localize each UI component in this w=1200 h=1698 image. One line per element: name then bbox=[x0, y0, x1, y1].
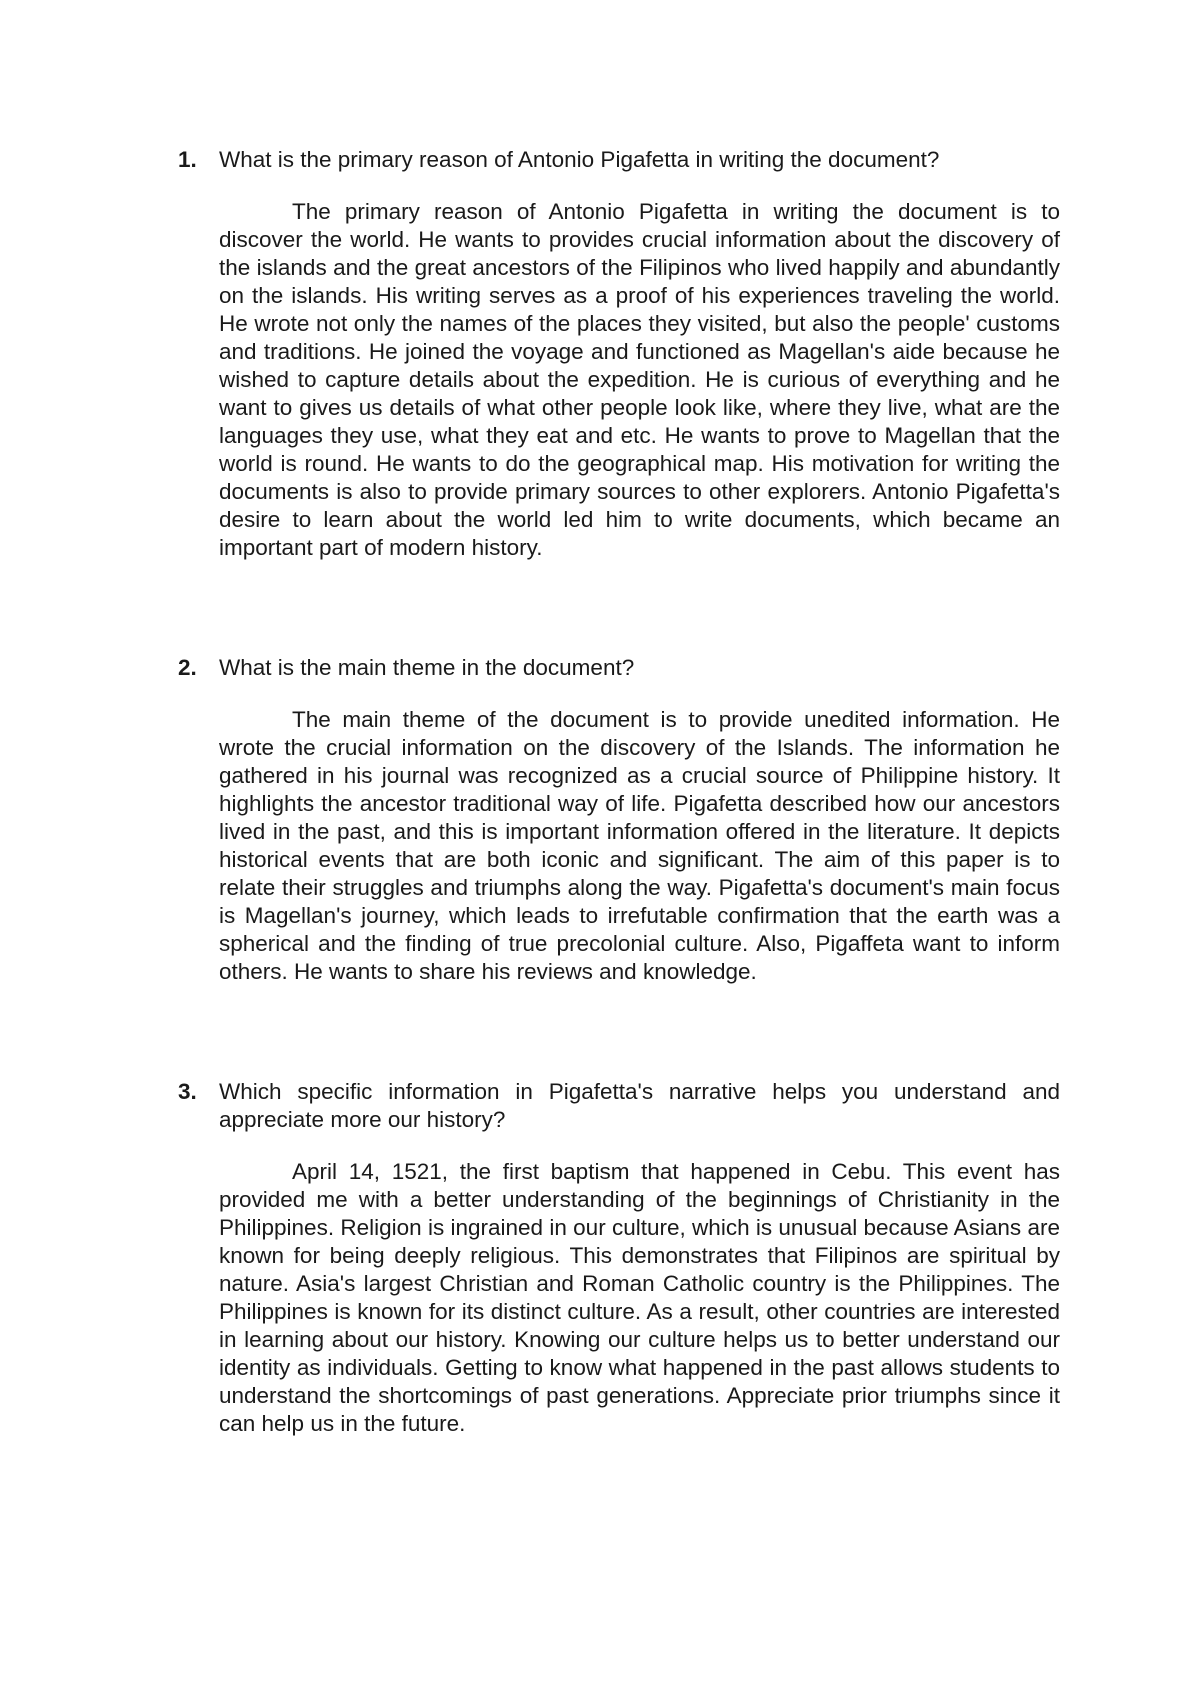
question-text-1: What is the primary reason of Antonio Pigafetta in writing the document? bbox=[219, 147, 940, 172]
question-item-3 bbox=[178, 1078, 1060, 1438]
question-text-3: Which specific information in Pigafetta's narrative helps you understand and appreciate more our history? bbox=[219, 1079, 1060, 1132]
answer-paragraph-2: The main theme of the document is to provide unedited information. He wrote the crucial information on the discovery of the Islands. The information he gathered in his journal was recognized as a crucial source of Philippine history. It highlights the ancestor traditional way of life. Pigafetta described how our ancestors lived in the past, and this is important information offered in the literature. It depicts historical events that are both iconic and significant. The aim of this paper is to relate their struggles and triumphs along the way. Pigafetta's document's main focus is Magellan's journey, which leads to irrefutable confirmation that the earth was a spherical and the finding of true precolonial culture. Also, Pigaffeta want to inform others. He wants to share his reviews and knowledge. bbox=[219, 707, 1060, 984]
question-2 bbox=[178, 654, 1060, 682]
answer-paragraph-3: April 14, 1521, the first baptism that happened in Cebu. This event has provided me with a better understanding of the beginnings of Christianity in the Philippines. Religion is ingrained in our culture, which is unusual because Asians are known for being deeply religious. This demonstrates that Filipinos are spiritual by nature. Asia's largest Christian and Roman Catholic country is the Philippines. The Philippines is known for its distinct culture. As a result, other countries are interested in learning about our history. Knowing our culture helps us to better understand our identity as individuals. Getting to know what happened in the past allows students to understand the shortcomings of past generations. Appreciate prior triumphs since it can help us in the future. bbox=[219, 1159, 1060, 1436]
question-item-1 bbox=[178, 146, 1060, 562]
answer-paragraph-1: The primary reason of Antonio Pigafetta in writing the document is to discover the world. He wants to provides crucial information about the discovery of the islands and the great ancestors of the Filipinos who lived happily and abundantly on the islands. His writing serves as a proof of his experiences traveling the world. He wrote not only the names of the places they visited, but also the people' customs and traditions. He joined the voyage and functioned as Magellan's aide because he wished to capture details about the expedition. He is curious of everything and he want to gives us details of what other people look like, where they live, what are the languages they use, what they eat and etc. He wants to prove to Magellan that the world is round. He wants to do the geographical map. His motivation for writing the documents is also to provide primary sources to other explorers. Antonio Pigafetta's desire to learn about the world led him to write documents, which became an important part of modern history. bbox=[219, 199, 1060, 560]
question-1 bbox=[178, 146, 1060, 174]
question-3 bbox=[178, 1078, 1060, 1134]
question-number-1: 1. bbox=[178, 147, 197, 172]
question-text-2: What is the main theme in the document? bbox=[219, 655, 635, 680]
question-item-2 bbox=[178, 654, 1060, 986]
question-number-2: 2. bbox=[178, 655, 197, 680]
question-number-3: 3. bbox=[178, 1079, 197, 1104]
